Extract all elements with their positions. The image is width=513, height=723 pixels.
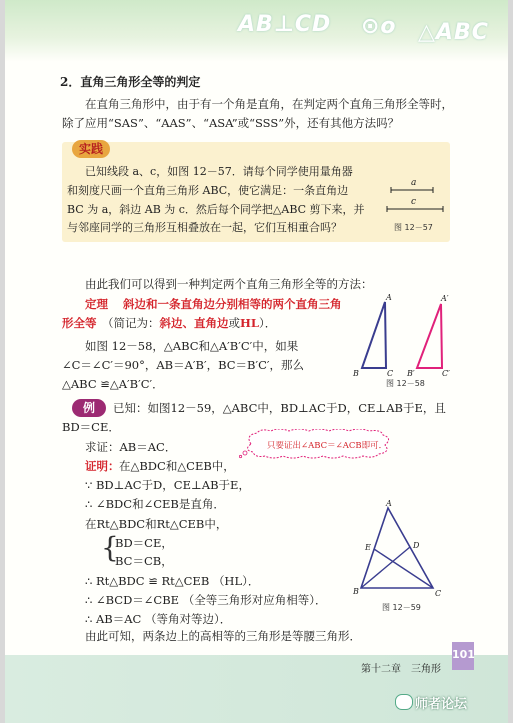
proof-line-2: ∵ BD⊥AC于D，CE⊥AB于E， bbox=[85, 478, 250, 492]
svg-text:C: C bbox=[435, 589, 442, 598]
proof-line-5: BD＝CE， bbox=[115, 536, 173, 550]
proof-line-8: ∴ ∠BCD＝∠CBE （全等三角形对应角相等）． bbox=[85, 593, 327, 607]
svg-text:C′: C′ bbox=[442, 369, 450, 378]
svg-text:A: A bbox=[386, 499, 392, 508]
svg-text:C: C bbox=[387, 369, 394, 378]
hint-text: 只要证出∠ABC＝∠ACB即可． bbox=[267, 441, 388, 451]
figure-12-58-caption: 图 12－58 bbox=[386, 379, 425, 388]
hint-cloud bbox=[239, 429, 419, 459]
proof-line-1: 在△BDC和△CEB中， bbox=[119, 459, 235, 473]
segments-figure bbox=[383, 176, 449, 216]
theorem-example-3: △ABC ≌△A′B′C′． bbox=[62, 377, 164, 391]
proof-line-7: ∴ Rt△BDC ≌ Rt△CEB （HL）． bbox=[85, 574, 260, 588]
example-prove: 求证：AB＝AC． bbox=[85, 440, 177, 454]
theorem-text-2: 形全等 bbox=[62, 316, 97, 330]
triangle-abc-59 bbox=[361, 508, 433, 588]
textbook-page bbox=[5, 0, 508, 723]
altitude-ce bbox=[374, 549, 433, 588]
practice-line-3: BC 为 a，斜边 AB 为 c．然后每个同学把△ABC 剪下来，并 bbox=[67, 203, 365, 216]
theorem-example-1: 如图 12－58，△ABC和△A′B′C′中，如果 bbox=[85, 339, 299, 353]
theorem-example-2: ∠C＝∠C′＝90°，AB＝A′B′，BC＝B′C′，那么 bbox=[62, 358, 305, 372]
header-deco-circle: ⊙o bbox=[361, 14, 397, 39]
theorem-lead: 由此我们可以得到一种判定两个直角三角形全等的方法： bbox=[85, 277, 373, 291]
intro-line-1: 在直角三角形中，由于有一个角是直角，在判定两个直角三角形全等时， bbox=[85, 97, 453, 111]
triangle-abc bbox=[362, 302, 386, 368]
practice-line-4: 与邻座同学的三角形互相叠放在一起，它们互相重合吗？ bbox=[67, 221, 342, 234]
figure-12-58 bbox=[345, 290, 461, 390]
segment-a-label: a bbox=[411, 178, 417, 188]
theorem-label: 定理 bbox=[85, 297, 108, 311]
example-badge: 例 bbox=[72, 399, 106, 417]
svg-text:A: A bbox=[386, 293, 392, 302]
conclusion: 由此可知，两条边上的高相等的三角形是等腰三角形． bbox=[85, 629, 361, 643]
svg-text:A′: A′ bbox=[441, 294, 449, 303]
wechat-icon bbox=[395, 694, 413, 710]
proof-label: 证明： bbox=[85, 459, 120, 473]
svg-text:B: B bbox=[353, 369, 359, 378]
page-number: 101 bbox=[452, 642, 474, 670]
figure-12-57-caption: 图 12－57 bbox=[394, 223, 433, 232]
watermark: 师者论坛 bbox=[415, 697, 468, 712]
theorem-note: （简记为：斜边、直角边或HL）． bbox=[102, 316, 277, 330]
svg-text:B: B bbox=[353, 587, 359, 596]
proof-line-3: ∴ ∠BDC和∠CEB是直角． bbox=[85, 497, 225, 511]
segment-c-label: c bbox=[411, 197, 417, 207]
section-title: 2．直角三角形全等的判定 bbox=[60, 75, 201, 89]
practice-line-2: 和刻度尺画一个直角三角形 ABC，使它满足：一条直角边 bbox=[67, 184, 349, 197]
proof-line-9: ∴ AB＝AC （等角对等边）． bbox=[85, 612, 232, 626]
svg-text:D: D bbox=[413, 541, 420, 550]
practice-line-1: 已知线段 a、c，如图 12－57．请每个同学使用量角器 bbox=[85, 165, 353, 178]
svg-text:E: E bbox=[365, 543, 371, 552]
example-given-2: BD＝CE． bbox=[62, 420, 120, 434]
triangle-a2b2c2 bbox=[417, 304, 442, 368]
practice-badge: 实践 bbox=[72, 140, 110, 158]
header-deco-triangle: △ABC bbox=[418, 20, 489, 45]
example-given-1: 已知：如图12－59，△ABC中，BD⊥AC于D，CE⊥AB于E，且 bbox=[113, 401, 446, 415]
proof-brace: { bbox=[101, 531, 119, 564]
chapter-label: 第十二章 三角形 bbox=[361, 664, 441, 675]
svg-text:B′: B′ bbox=[407, 369, 415, 378]
proof-line-4: 在Rt△BDC和Rt△CEB中， bbox=[85, 517, 228, 531]
proof-line-6: BC＝CB， bbox=[115, 554, 173, 568]
intro-line-2: 除了应用“SAS”、“AAS”、“ASA”或“SSS”外，还有其他方法吗？ bbox=[62, 116, 400, 130]
theorem-text-1: 斜边和一条直角边分别相等的两个直角三角 bbox=[123, 297, 342, 311]
header-deco-perpendicular: AB⊥CD bbox=[238, 12, 332, 37]
figure-12-59-caption: 图 12－59 bbox=[382, 603, 421, 612]
figure-12-59 bbox=[353, 498, 453, 608]
